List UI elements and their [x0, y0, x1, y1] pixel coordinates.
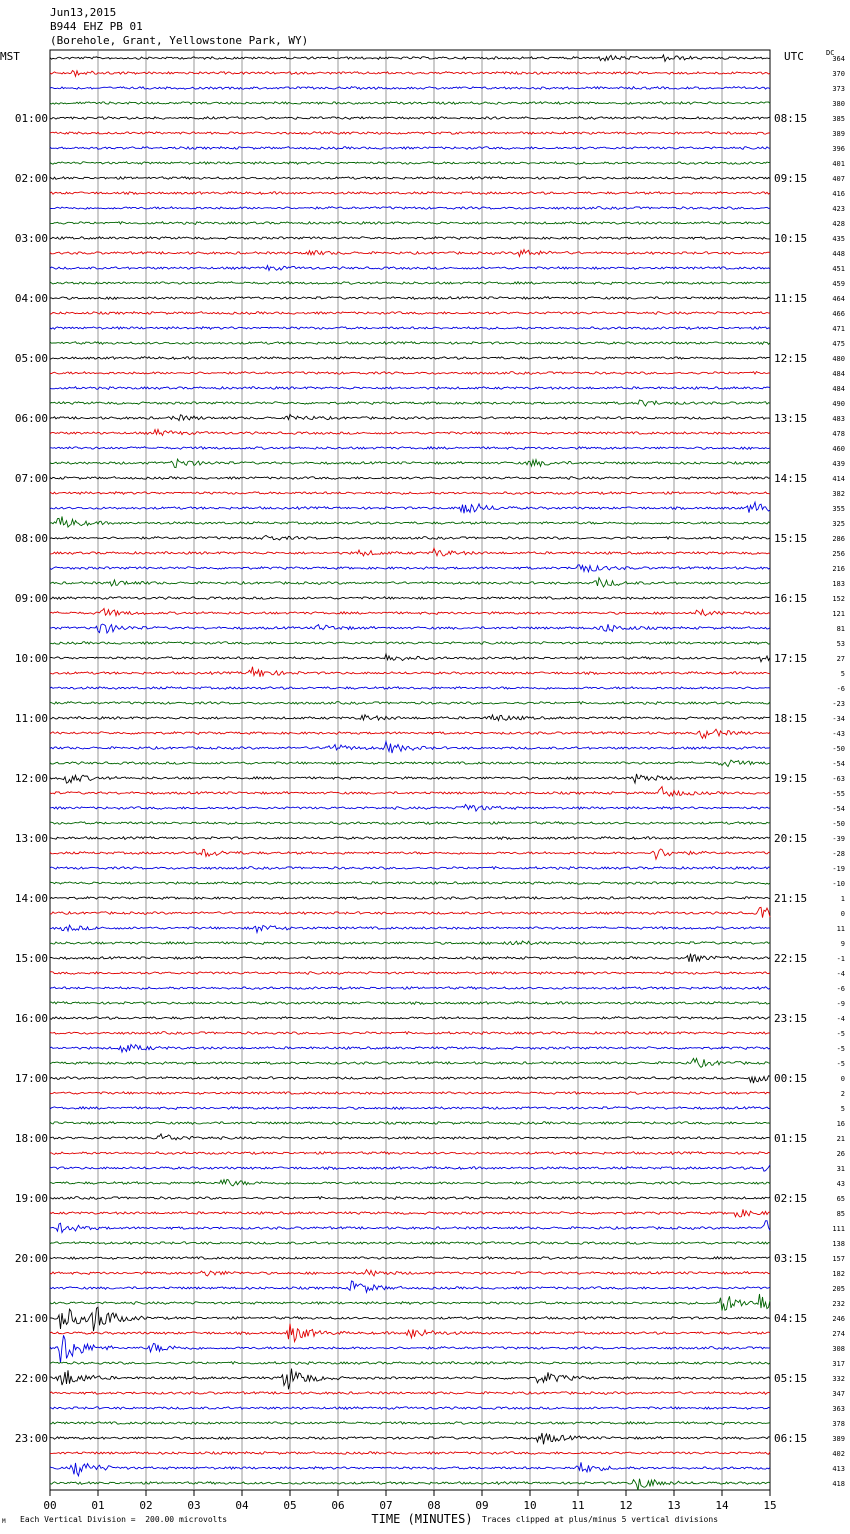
trace-line — [50, 1180, 770, 1186]
dc-offset-label: 414 — [832, 475, 845, 483]
trace-line — [50, 312, 770, 315]
x-tick-label: 13 — [667, 1499, 681, 1512]
trace-line — [50, 372, 770, 375]
x-tick-label: 04 — [235, 1499, 249, 1512]
utc-hour-label: 02:15 — [774, 1192, 808, 1205]
trace-line — [50, 849, 770, 859]
dc-offset-label: 286 — [832, 535, 845, 543]
dc-offset-label: 418 — [832, 1480, 845, 1488]
dc-offset-label: 182 — [832, 1270, 845, 1278]
trace-line — [50, 1407, 770, 1410]
trace-line — [50, 192, 770, 195]
trace-line — [50, 1324, 770, 1342]
trace-line — [50, 55, 770, 61]
dc-offset-label: 317 — [832, 1360, 845, 1368]
trace-line — [50, 282, 770, 285]
trace-line — [50, 502, 770, 513]
trace-line — [50, 1002, 770, 1005]
x-tick-label: 06 — [331, 1499, 345, 1512]
x-tick-label: 01 — [91, 1499, 105, 1512]
dc-offset-label: -5 — [836, 1030, 845, 1038]
trace-line — [50, 702, 770, 705]
dc-offset-label: 246 — [832, 1315, 845, 1323]
dc-offset-label: 111 — [832, 1225, 845, 1233]
dc-offset-label: 5 — [840, 670, 845, 678]
utc-hour-label: 13:15 — [774, 412, 808, 425]
dc-offset-label: 396 — [832, 145, 845, 153]
trace-line — [50, 132, 770, 135]
dc-offset-label: 2 — [840, 1090, 845, 1098]
trace-line — [50, 987, 770, 990]
dc-offset-label: -1 — [836, 955, 845, 963]
dc-offset-label: 355 — [832, 505, 845, 513]
dc-offset-label: 380 — [832, 100, 845, 108]
mst-hour-label: 05:00 — [14, 352, 48, 365]
dc-offset-label: 389 — [832, 1435, 845, 1443]
dc-offset-label: -28 — [832, 850, 845, 858]
trace-line — [50, 1462, 770, 1476]
trace-line — [50, 565, 770, 572]
trace-line — [50, 357, 770, 360]
dc-offset-label: -50 — [832, 745, 845, 753]
trace-line — [50, 535, 770, 540]
x-tick-label: 12 — [619, 1499, 633, 1512]
trace-line — [50, 1335, 770, 1363]
trace-line — [50, 654, 770, 662]
trace-line — [50, 266, 770, 271]
mst-hour-label: 23:00 — [14, 1432, 48, 1445]
plot-frame — [50, 50, 770, 1490]
trace-line — [50, 250, 770, 257]
clip-note: Traces clipped at plus/minus 5 vertical divisions — [482, 1515, 719, 1524]
dc-offset-label: 385 — [832, 115, 845, 123]
mst-hour-label: 14:00 — [14, 892, 48, 905]
x-tick-label: 05 — [283, 1499, 297, 1512]
station-label: B944 EHZ PB 01 — [50, 20, 143, 33]
dc-offset-label: 480 — [832, 355, 845, 363]
dc-offset-label: 378 — [832, 1420, 845, 1428]
dc-offset-label: 65 — [836, 1195, 845, 1203]
dc-offset-label: 460 — [832, 445, 845, 453]
trace-line — [50, 774, 770, 783]
utc-hour-label: 17:15 — [774, 652, 808, 665]
mst-hour-label: 07:00 — [14, 472, 48, 485]
dc-offset-label: 27 — [836, 655, 845, 663]
dc-offset-label: 121 — [832, 610, 845, 618]
utc-hour-label: 03:15 — [774, 1252, 808, 1265]
dc-offset-label: 364 — [832, 55, 845, 63]
dc-offset-label: -6 — [836, 685, 845, 693]
dc-offset-label: 308 — [832, 1345, 845, 1353]
trace-line — [50, 517, 770, 528]
trace-line — [50, 237, 770, 240]
x-axis-ticks — [43, 1490, 776, 1512]
trace-line — [50, 882, 770, 885]
dc-offset-label: -50 — [832, 820, 845, 828]
trace-line — [50, 430, 770, 436]
x-tick-label: 03 — [187, 1499, 201, 1512]
trace-line — [50, 400, 770, 406]
mst-hour-label: 11:00 — [14, 712, 48, 725]
trace-line — [50, 1209, 770, 1217]
utc-hour-label: 14:15 — [774, 472, 808, 485]
mst-hour-label: 13:00 — [14, 832, 48, 845]
mst-hour-label: 02:00 — [14, 172, 48, 185]
dc-offset-label: 256 — [832, 550, 845, 558]
seismic-traces — [50, 55, 770, 1490]
dc-offset-label: 274 — [832, 1330, 845, 1338]
dc-offset-label: 363 — [832, 1405, 845, 1413]
utc-hour-label: 01:15 — [774, 1132, 808, 1145]
mst-hour-label: 12:00 — [14, 772, 48, 785]
trace-line — [50, 459, 770, 468]
mst-hour-label: 08:00 — [14, 532, 48, 545]
mst-hour-label: 03:00 — [14, 232, 48, 245]
dc-offset-label: 0 — [840, 910, 845, 918]
trace-line — [50, 1058, 770, 1067]
trace-line — [50, 1257, 770, 1260]
dc-offset-label: 373 — [832, 85, 845, 93]
trace-line — [50, 177, 770, 180]
dc-offset-label: 402 — [832, 1450, 845, 1458]
trace-line — [50, 387, 770, 390]
utc-hour-label: 18:15 — [774, 712, 808, 725]
dc-offset-label: 1 — [840, 895, 845, 903]
mst-hour-label: 20:00 — [14, 1252, 48, 1265]
mst-hour-label: 21:00 — [14, 1312, 48, 1325]
dc-offset-label: 85 — [836, 1210, 845, 1218]
utc-hour-label: 22:15 — [774, 952, 808, 965]
trace-line — [50, 1197, 770, 1200]
dc-offset-label: 216 — [832, 565, 845, 573]
dc-offset-label: 53 — [836, 640, 845, 648]
trace-line — [50, 609, 770, 616]
trace-line — [50, 715, 770, 721]
dc-offset-label: -55 — [832, 790, 845, 798]
trace-line — [50, 624, 770, 633]
dc-offset-label: -43 — [832, 730, 845, 738]
trace-line — [50, 1017, 770, 1020]
mst-hour-label: 06:00 — [14, 412, 48, 425]
dc-offset-label: 401 — [832, 160, 845, 168]
trace-line — [50, 162, 770, 165]
dc-offset-label: -19 — [832, 865, 845, 873]
trace-line — [50, 1032, 770, 1035]
x-axis-title: TIME (MINUTES) — [371, 1512, 473, 1526]
trace-line — [50, 477, 770, 480]
dc-offset-label: -4 — [836, 1015, 845, 1023]
dc-offset-label: 81 — [836, 625, 845, 633]
x-tick-label: 10 — [523, 1499, 537, 1512]
mst-hour-label: 19:00 — [14, 1192, 48, 1205]
trace-line — [50, 867, 770, 870]
trace-line — [50, 597, 770, 600]
trace-line — [50, 897, 770, 900]
trace-line — [50, 578, 770, 587]
utc-hour-label: 21:15 — [774, 892, 808, 905]
trace-line — [50, 822, 770, 825]
dc-offset-label: 407 — [832, 175, 845, 183]
trace-line — [50, 941, 770, 945]
trace-line — [50, 71, 770, 77]
trace-line — [50, 1045, 770, 1053]
dc-offset-label: 9 — [840, 940, 845, 948]
dc-offset-label: -39 — [832, 835, 845, 843]
trace-line — [50, 954, 770, 962]
trace-line — [50, 1362, 770, 1365]
dc-offset-label: -5 — [836, 1060, 845, 1068]
mst-hour-label: 17:00 — [14, 1072, 48, 1085]
trace-line — [50, 207, 770, 210]
dc-offset-label: 428 — [832, 220, 845, 228]
utc-hour-label: 12:15 — [774, 352, 808, 365]
x-tick-label: 11 — [571, 1499, 585, 1512]
utc-hour-label: 08:15 — [774, 112, 808, 125]
trace-line — [50, 1076, 770, 1083]
trace-line — [50, 1422, 770, 1425]
dc-offset-label: -5 — [836, 1045, 845, 1053]
dc-offset-label: 21 — [836, 1135, 845, 1143]
trace-line — [50, 1152, 770, 1155]
dc-offset-label: 16 — [836, 1120, 845, 1128]
trace-line — [50, 687, 770, 690]
dc-offset-label: 205 — [832, 1285, 845, 1293]
trace-line — [50, 667, 770, 677]
dc-offset-label: 475 — [832, 340, 845, 348]
dc-offset-label: 370 — [832, 70, 845, 78]
dc-offset-label: -9 — [836, 1000, 845, 1008]
dc-offset-label: 347 — [832, 1390, 845, 1398]
trace-line — [50, 1433, 770, 1444]
dc-offset-label: 232 — [832, 1300, 845, 1308]
mst-hour-label: 22:00 — [14, 1372, 48, 1385]
trace-line — [50, 1165, 770, 1172]
utc-hour-label: 00:15 — [774, 1072, 808, 1085]
trace-line — [50, 87, 770, 90]
mst-hour-label: 04:00 — [14, 292, 48, 305]
utc-hour-label: 05:15 — [774, 1372, 808, 1385]
trace-line — [50, 1452, 770, 1455]
dc-offset-label: 448 — [832, 250, 845, 258]
dc-offset-label: 325 — [832, 520, 845, 528]
x-tick-label: 15 — [763, 1499, 777, 1512]
utc-hour-label: 10:15 — [774, 232, 808, 245]
x-tick-label: 00 — [43, 1499, 57, 1512]
trace-line — [50, 1479, 770, 1491]
trace-line — [50, 787, 770, 797]
trace-line — [50, 297, 770, 300]
dc-offset-label: 382 — [832, 490, 845, 498]
utc-hour-label: 19:15 — [774, 772, 808, 785]
scale-note: Each Vertical Division = 200.00 microvolts — [20, 1515, 228, 1524]
trace-line — [50, 907, 770, 917]
right-timezone-label: UTC — [784, 50, 804, 63]
trace-line — [50, 837, 770, 840]
dc-offset-label: 413 — [832, 1465, 845, 1473]
trace-line — [50, 414, 770, 420]
trace-line — [50, 1122, 770, 1125]
trace-line — [50, 1392, 770, 1395]
dc-offset-label: 31 — [836, 1165, 845, 1173]
dc-offset-label: 416 — [832, 190, 845, 198]
utc-hour-label: 09:15 — [774, 172, 808, 185]
trace-line — [50, 760, 770, 767]
mst-hour-label: 01:00 — [14, 112, 48, 125]
trace-line — [50, 548, 770, 556]
trace-line — [50, 342, 770, 345]
dc-offset-label: 484 — [832, 370, 845, 378]
trace-line — [50, 1307, 770, 1331]
trace-line — [50, 642, 770, 645]
dc-offset-label: -4 — [836, 970, 845, 978]
utc-hour-label: 23:15 — [774, 1012, 808, 1025]
trace-line — [50, 1294, 770, 1311]
dc-offset-label: 26 — [836, 1150, 845, 1158]
dc-offset-label: 423 — [832, 205, 845, 213]
dc-offset-label: 11 — [836, 925, 845, 933]
dc-offset-label: 451 — [832, 265, 845, 273]
mst-hour-label: 18:00 — [14, 1132, 48, 1145]
dc-offset-label: 464 — [832, 295, 845, 303]
x-tick-label: 07 — [379, 1499, 393, 1512]
left-timezone-label: MST — [0, 50, 20, 63]
corner-mark: M — [2, 1518, 6, 1525]
dc-label: DC — [826, 49, 835, 57]
x-tick-label: 08 — [427, 1499, 441, 1512]
dc-offset-label: -23 — [832, 700, 845, 708]
date-label: Jun13,2015 — [50, 6, 117, 19]
dc-offset-label: 5 — [840, 1105, 845, 1113]
trace-line — [50, 327, 770, 330]
dc-offset-label: 389 — [832, 130, 845, 138]
dc-offset-label: 0 — [840, 1075, 845, 1083]
dc-offset-label: 183 — [832, 580, 845, 588]
dc-offset-label: 332 — [832, 1375, 845, 1383]
dc-offset-label: 459 — [832, 280, 845, 288]
trace-line — [50, 1221, 770, 1233]
dc-offset-label: -54 — [832, 760, 845, 768]
dc-offset-label: -34 — [832, 715, 845, 723]
utc-hour-label: 04:15 — [774, 1312, 808, 1325]
trace-line — [50, 1242, 770, 1245]
dc-offset-label: 471 — [832, 325, 845, 333]
x-tick-label: 09 — [475, 1499, 489, 1512]
mst-hour-label: 16:00 — [14, 1012, 48, 1025]
dc-offset-label: -10 — [832, 880, 845, 888]
utc-hour-label: 11:15 — [774, 292, 808, 305]
trace-line — [50, 1270, 770, 1276]
trace-line — [50, 729, 770, 738]
trace-line — [50, 805, 770, 812]
mst-hour-label: 09:00 — [14, 592, 48, 605]
dc-offset-label: -6 — [836, 985, 845, 993]
trace-line — [50, 972, 770, 975]
trace-line — [50, 1134, 770, 1140]
x-tick-label: 14 — [715, 1499, 729, 1512]
dc-offset-label: 157 — [832, 1255, 845, 1263]
dc-offset-label: 43 — [836, 1180, 845, 1188]
utc-hour-label: 06:15 — [774, 1432, 808, 1445]
mst-hour-label: 15:00 — [14, 952, 48, 965]
trace-line — [50, 447, 770, 450]
utc-hour-label: 15:15 — [774, 532, 808, 545]
dc-offset-label: 466 — [832, 310, 845, 318]
dc-offset-label: 138 — [832, 1240, 845, 1248]
trace-line — [50, 222, 770, 225]
trace-line — [50, 742, 770, 754]
dc-offset-label: 439 — [832, 460, 845, 468]
utc-hour-label: 16:15 — [774, 592, 808, 605]
mst-hour-label: 10:00 — [14, 652, 48, 665]
dc-offset-label: 484 — [832, 385, 845, 393]
x-tick-label: 02 — [139, 1499, 153, 1512]
dc-offset-label: -54 — [832, 805, 845, 813]
dc-offset-label: 435 — [832, 235, 845, 243]
trace-line — [50, 102, 770, 105]
trace-line — [50, 925, 770, 932]
trace-line — [50, 1107, 770, 1110]
dc-offset-label: 152 — [832, 595, 845, 603]
trace-line — [50, 117, 770, 120]
location-label: (Borehole, Grant, Yellowstone Park, WY) — [50, 34, 309, 47]
trace-line — [50, 147, 770, 150]
dc-offset-label: -63 — [832, 775, 845, 783]
trace-line — [50, 492, 770, 495]
trace-line — [50, 1281, 770, 1292]
dc-offset-label: 483 — [832, 415, 845, 423]
utc-hour-label: 20:15 — [774, 832, 808, 845]
trace-line — [50, 1092, 770, 1095]
dc-offset-label: 478 — [832, 430, 845, 438]
trace-line — [50, 1369, 770, 1390]
dc-offset-label: 490 — [832, 400, 845, 408]
